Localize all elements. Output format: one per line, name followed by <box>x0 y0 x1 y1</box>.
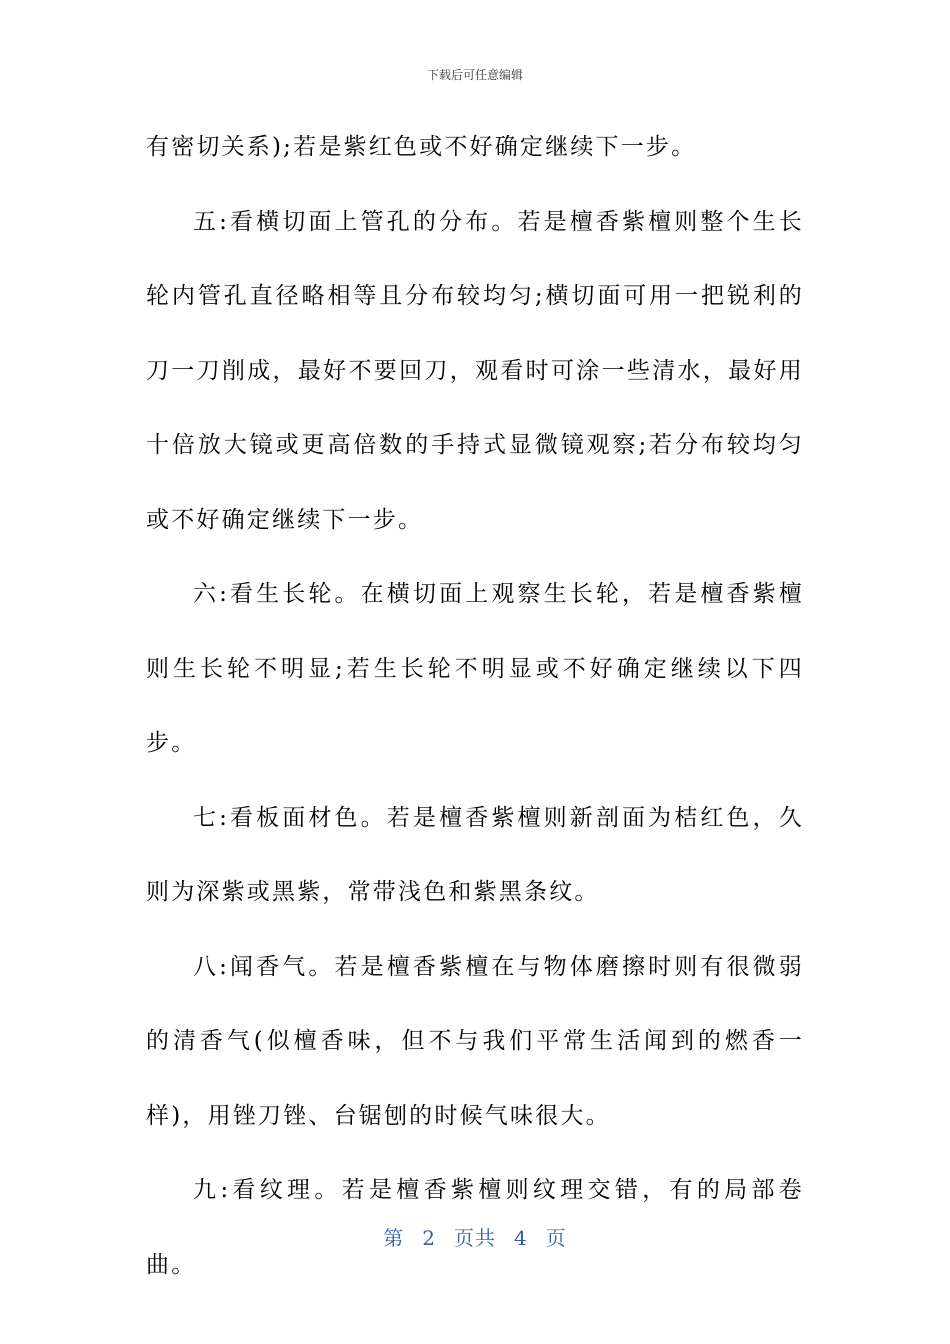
paragraph-step-seven: 七:看板面材色。若是檀香紫檀则新剖面为桔红色，久则为深紫或黑紫，常带浅色和紫黑条纹。 <box>146 804 804 905</box>
page-footer <box>0 1224 950 1252</box>
paragraph-step-five: 五:看横切面上管孔的分布。若是檀香紫檀则整个生长轮内管孔直径略相等且分布较均匀;横切面可用一把锐利的刀一刀削成，最好不要回刀，观看时可涂一些清水，最好用十倍放大镜或更高倍数的手持式显微镜观察;若分布较均匀或不好确定继续下一步。 <box>146 208 804 533</box>
page-header: 下载后可任意编辑 <box>426 68 523 82</box>
paragraph-step-six: 六:看生长轮。在横切面上观察生长轮，若是檀香紫檀则生长轮不明显;若生长轮不明显或不好确定继续以下四步。 <box>146 581 804 756</box>
page-number: 2 <box>422 1226 436 1250</box>
page-prefix: 第 <box>383 1226 405 1250</box>
page-middle: 页共 <box>454 1226 496 1250</box>
total-pages: 4 <box>514 1226 528 1250</box>
paragraph-step-eight: 八:闻香气。若是檀香紫檀在与物体磨擦时则有很微弱的清香气(似檀香味，但不与我们平常生活闻到的燃香一样)，用锉刀锉、台锯刨的时候气味很大。 <box>146 953 804 1129</box>
document-body <box>146 110 804 1302</box>
paragraph-continuation: 有密切关系);若是紫红色或不好确定继续下一步。 <box>146 134 697 160</box>
paragraph-step-nine: 九:看纹理。若是檀香紫檀则纹理交错，有的局部卷曲。 <box>146 1177 804 1278</box>
page-suffix: 页 <box>545 1226 567 1250</box>
